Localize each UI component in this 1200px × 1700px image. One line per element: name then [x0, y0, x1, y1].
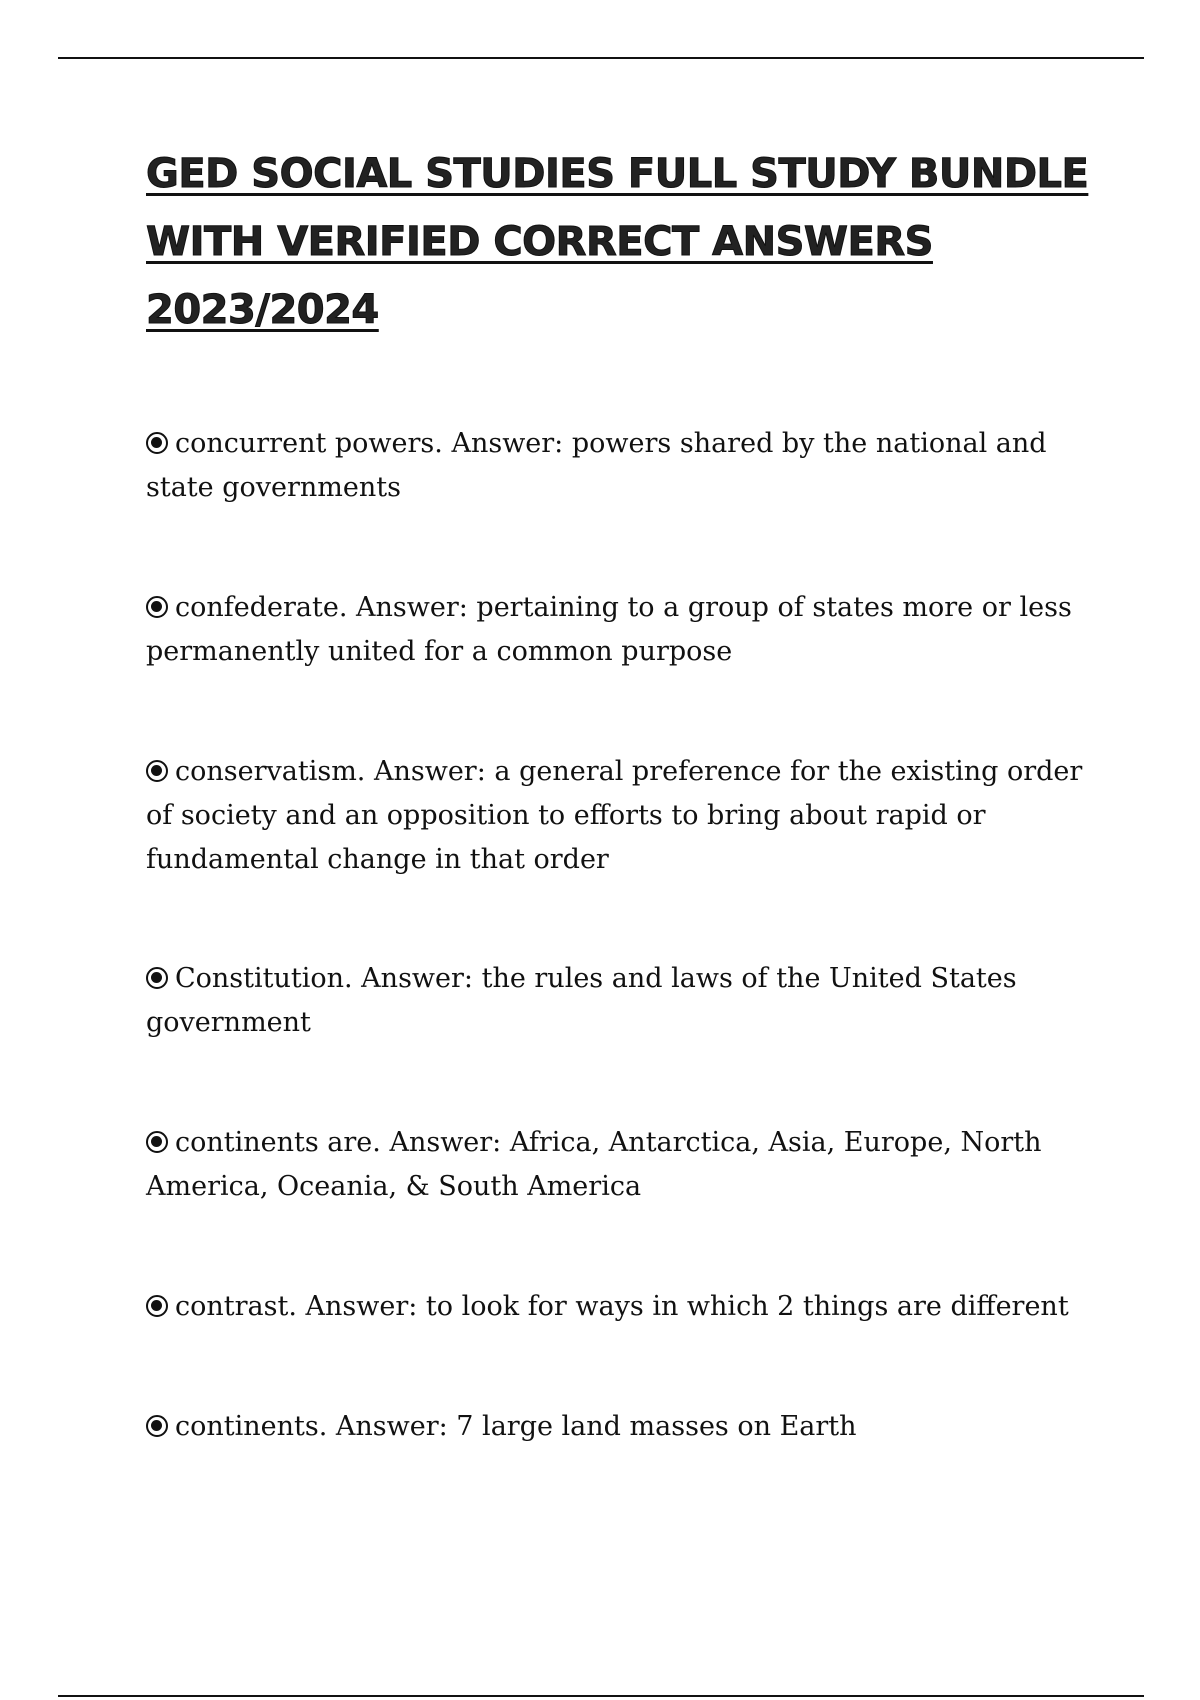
qa-item-text: contrast. Answer: to look for ways in which 2 things are different [175, 1291, 1069, 1322]
radio-bullet-icon [146, 432, 168, 454]
radio-bullet-icon [146, 1295, 168, 1317]
top-rule [58, 57, 1144, 59]
qa-item-text: Constitution. Answer: the rules and laws of the United States government [146, 963, 1017, 1038]
title-line-1: GED SOCIAL STUDIES FULL STUDY BUNDLE [146, 151, 1089, 197]
radio-bullet-icon [146, 1131, 168, 1153]
qa-item [146, 1285, 1096, 1329]
qa-item [146, 1405, 1096, 1449]
qa-item [146, 750, 1096, 882]
qa-item-text: concurrent powers. Answer: powers shared by the national and state governments [146, 428, 1047, 503]
title-line-2: WITH VERIFIED CORRECT ANSWERS [146, 219, 933, 265]
radio-bullet-icon [146, 596, 168, 618]
radio-bullet-icon [146, 967, 168, 989]
qa-item [146, 422, 1096, 510]
title-line-3: 2023/2024 [146, 287, 379, 333]
qa-item [146, 586, 1096, 674]
qa-item [146, 957, 1096, 1045]
qa-item [146, 1121, 1096, 1209]
document-title [146, 140, 1096, 344]
radio-bullet-icon [146, 760, 168, 782]
qa-item-text: continents are. Answer: Africa, Antarctica, Asia, Europe, North America, Oceania, & South America [146, 1127, 1042, 1202]
qa-item-text: conservatism. Answer: a general preference for the existing order of society and an opposition to efforts to bring about rapid or fundamental change in that order [146, 756, 1083, 875]
qa-item-text: continents. Answer: 7 large land masses on Earth [175, 1411, 857, 1442]
bottom-rule [58, 1695, 1144, 1697]
radio-bullet-icon [146, 1415, 168, 1437]
qa-item-text: confederate. Answer: pertaining to a group of states more or less permanently united for a common purpose [146, 592, 1072, 667]
